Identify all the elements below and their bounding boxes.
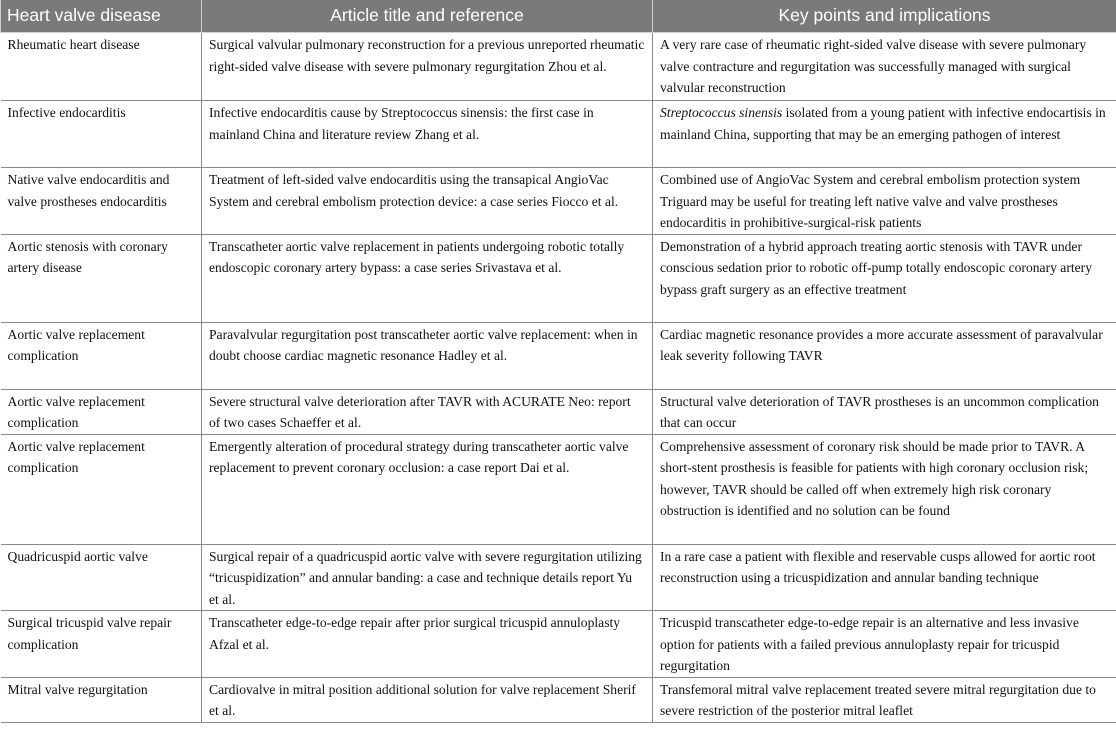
table-header [1, 0, 1116, 33]
key-points-cell [653, 101, 1116, 168]
disease-cell: Rheumatic heart disease [1, 33, 202, 101]
article-cell: Paravalvular regurgitation post transcatheter aortic valve replacement: when in doubt choose cardiac magnetic resonance Hadley et al. [202, 322, 653, 389]
disease-cell: Infective endocarditis [1, 101, 202, 168]
header-article-title: Article title and reference [202, 0, 653, 33]
key-points-cell [653, 33, 1116, 101]
table-row [1, 322, 1116, 389]
table-row [1, 33, 1116, 101]
article-cell: Transcatheter edge-to-edge repair after prior surgical tricuspid annuloplasty Afzal et al. [202, 611, 653, 678]
article-cell: Infective endocarditis cause by Streptococcus sinensis: the first case in mainland China and literature review Zhang et al. [202, 101, 653, 168]
disease-cell: Aortic valve replacement complication [1, 434, 202, 544]
table-row [1, 434, 1116, 544]
key-points-text: Demonstration of a hybrid approach treating aortic stenosis with TAVR under conscious sedation prior to robotic off-pump totally endoscopic coronary artery bypass graft surgery as an effective treatment [660, 238, 1092, 297]
key-points-cell [653, 322, 1116, 389]
disease-cell: Aortic stenosis with coronary artery disease [1, 234, 202, 322]
article-cell: Surgical valvular pulmonary reconstruction for a previous unreported rheumatic right-sided valve disease with severe pulmonary regurgitation Zhou et al. [202, 33, 653, 101]
key-points-text: Comprehensive assessment of coronary risk should be made prior to TAVR. A short-stent prosthesis is feasible for patients with high coronary occlusion risk; however, TAVR should be called off when extremely high risk coronary obstruction is identified and no solution can be found [660, 438, 1089, 518]
table-row [1, 234, 1116, 322]
disease-cell: Quadricuspid aortic valve [1, 544, 202, 611]
article-cell: Treatment of left-sided valve endocarditis using the transapical AngioVac System and cerebral embolism protection device: a case series Fiocco et al. [202, 168, 653, 235]
key-points-cell [653, 544, 1116, 611]
table-row [1, 389, 1116, 434]
key-points-text: Transfemoral mitral valve replacement treated severe mitral regurgitation due to severe restriction of the posterior mitral leaflet [660, 681, 1096, 718]
table-row [1, 544, 1116, 611]
header-heart-valve-disease: Heart valve disease [1, 0, 202, 33]
table-row [1, 611, 1116, 678]
key-points-cell [653, 234, 1116, 322]
header-row [1, 0, 1116, 33]
article-cell: Surgical repair of a quadricuspid aortic valve with severe regurgitation utilizing “tricuspidization” and annular banding: a case and technique details report Yu et al. [202, 544, 653, 611]
article-cell: Emergently alteration of procedural strategy during transcatheter aortic valve replacement to prevent coronary occlusion: a case report Dai et al. [202, 434, 653, 544]
table-row [1, 677, 1116, 722]
key-points-text: A very rare case of rheumatic right-sided valve disease with severe pulmonary valve contracture and regurgitation was successfully managed with surgical valvular reconstruction [660, 37, 1087, 95]
key-points-text: Combined use of AngioVac System and cerebral embolism protection system Triguard may be useful for treating left native valve and valve prostheses endocarditis in prohibitive-surgical-risk patients [660, 172, 1081, 230]
key-points-cell [653, 168, 1116, 235]
disease-cell: Aortic valve replacement complication [1, 322, 202, 389]
key-points-text: In a rare case a patient with flexible and reservable cusps allowed for aortic root reconstruction using a tricuspidization and annular banding technique [660, 548, 1096, 585]
table-row [1, 101, 1116, 168]
key-points-cell [653, 611, 1116, 678]
organism-name: Streptococcus sinensis [660, 105, 783, 120]
header-key-points: Key points and implications [653, 0, 1116, 33]
article-cell: Transcatheter aortic valve replacement in patients undergoing robotic totally endoscopic coronary artery bypass: a case series Srivastava et al. [202, 234, 653, 322]
disease-cell: Aortic valve replacement complication [1, 389, 202, 434]
key-points-text: Tricuspid transcatheter edge-to-edge repair is an alternative and less invasive option for patients with a failed previous annuloplasty repair for tricuspid regurgitation [660, 615, 1079, 673]
key-points-text: Structural valve deterioration of TAVR prostheses is an uncommon complication that can occur [660, 393, 1099, 430]
disease-cell: Mitral valve regurgitation [1, 677, 202, 722]
key-points-cell [653, 434, 1116, 544]
disease-cell: Native valve endocarditis and valve prostheses endocarditis [1, 168, 202, 235]
key-points-text: Cardiac magnetic resonance provides a more accurate assessment of paravalvular leak severity following TAVR [660, 326, 1103, 363]
key-points-cell [653, 677, 1116, 722]
table-body [1, 33, 1116, 723]
key-points-text: isolated from a young patient with infective endocartisis in mainland China, supporting that may be an emerging pathogen of interest [660, 105, 1106, 142]
disease-cell: Surgical tricuspid valve repair complication [1, 611, 202, 678]
article-cell: Severe structural valve deterioration after TAVR with ACURATE Neo: report of two cases Schaeffer et al. [202, 389, 653, 434]
article-cell: Cardiovalve in mitral position additional solution for valve replacement Sherif et al. [202, 677, 653, 722]
table-row [1, 168, 1116, 235]
key-points-cell [653, 389, 1116, 434]
